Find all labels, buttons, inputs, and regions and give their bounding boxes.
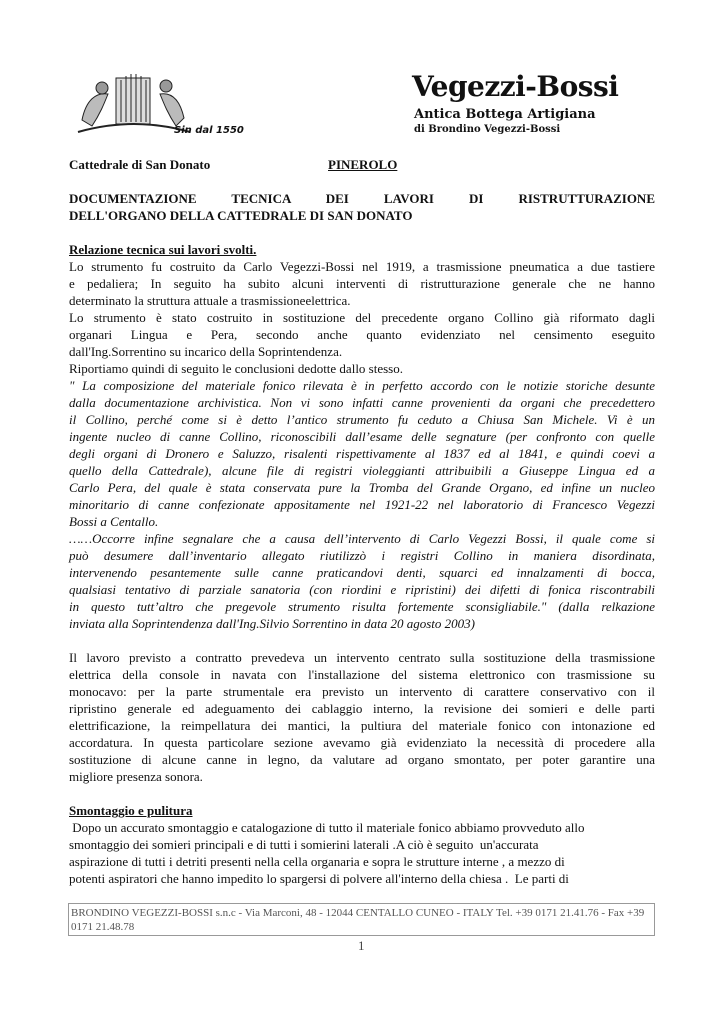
- paragraph-line: Lo strumento è stato costruito in sostituzione del precedente organo Collino già riformato dagli: [69, 310, 655, 325]
- document-title-line-2: DELL'ORGANO DELLA CATTEDRALE DI SAN DONATO: [69, 208, 413, 223]
- footer-address: BRONDINO VEGEZZI-BOSSI s.n.c - Via Marconi, 48 - 12044 CENTALLO CUNEO - ITALY Tel. +39 0171 21.41.76 - Fax +39 0171 21.48.78: [71, 907, 645, 933]
- paragraph-line: accordatura. In questa particolare sezione avevamo già evidenziato la necessità di procedere alla: [69, 735, 655, 750]
- paragraph-line: elettrificazione, la reimpellatura dei mantici, la pultiura del materiale fonico con intonazione ed: [69, 718, 655, 733]
- paragraph-line: determinato la struttura attuale a trasmissioneelettrica.: [69, 293, 351, 308]
- paragraph-line: elettrica della console in navata con l'installazione del sistema elettronico con trasmissione su: [69, 667, 655, 682]
- paragraph-line: monocavo: per la parte strumentale era previsto un intervento di carattere conservativo con il: [69, 684, 655, 699]
- quote-line: può desumere dall’inventario allegato riutilizzò i registri Collino in maniera disordinata,: [69, 548, 655, 563]
- quote-line: qualsiasi tentativo di parziale sanatoria (con riordini e ripristini) dei difetti di fonica riscontrabili: [69, 582, 655, 597]
- quote-line: quello della Cattedrale), alcune file di registri violeggianti attribuibili a Giuseppe Lingua ed a: [69, 463, 655, 478]
- quote-line: in questo tutt’altro che pregevole strumento risulta fortemente sconsigliabile." (dalla relkazione: [69, 599, 655, 614]
- section-heading-smontaggio: Smontaggio e pulitura: [69, 803, 193, 818]
- brand-owner: di Brondino Vegezzi-Bossi: [414, 124, 561, 135]
- since-tagline: Sin dal 1550: [174, 125, 244, 136]
- paragraph-line: Riportiamo quindi di seguito le conclusioni dedotte dallo stesso.: [69, 361, 403, 376]
- city-name: PINEROLO: [328, 157, 398, 172]
- paragraph-line: aspirazione di tutti i detriti presenti nella cella organaria e sopra le strutture interne , a mezzo di: [69, 854, 565, 869]
- paragraph-line: dall'Ing.Sorrentino su incarico della Soprintendenza.: [69, 344, 343, 359]
- paragraph-line: Il lavoro previsto a contratto prevedeva un intervento centrato sulla sostituzione della trasmissione: [69, 650, 655, 665]
- paragraph-line: potenti aspiratori che hanno impedito lo spargersi di polvere all'interno della chiesa . Le parti di: [69, 871, 569, 886]
- brand-subtitle: Antica Bottega Artigiana: [414, 107, 596, 122]
- paragraph-line: Lo strumento fu costruito da Carlo Vegezzi-Bossi nel 1919, a trasmissione pneumatica a due tastiere: [69, 259, 655, 274]
- quote-line: intervenendo pesantemente sulle canne praticandovi denti, squarci ed innalzamenti di bocca,: [69, 565, 655, 580]
- quote-line: ingente nucleo di canne Collino, riconoscibili dall’esame delle segnature (per confronto con quelle: [69, 429, 655, 444]
- paragraph-line: ripristino generale ed adeguamento dei cablaggio interno, la revisione dei somieri e delle parti: [69, 701, 655, 716]
- quote-line: Carlo Pera, del quale è stata conservata pure la Tromba del Grande Organo, ed infine un nucleo: [69, 480, 655, 495]
- quote-line: minoritario di canne confezionate appositamente nel 1921-22 nel laboratorio di Francesco Vegezzi: [69, 497, 655, 512]
- paragraph-line: organari Lingua e Pera, secondo anche quanto evidenziato nel censimento eseguito: [69, 327, 655, 342]
- church-name: Cattedrale di San Donato: [69, 157, 211, 172]
- page-number: 1: [358, 938, 365, 953]
- brand-name: Vegezzi-Bossi: [412, 70, 619, 103]
- quote-line: dalla documentazione archivistica. Non vi sono infatti canne provenienti da organi che precedettero: [69, 395, 655, 410]
- quote-line: Bossi a Centallo.: [69, 514, 159, 529]
- paragraph-line: e pedaliera; In seguito ha subito alcuni interventi di ristrutturazione generale che ne hanno: [69, 276, 655, 291]
- paragraph-line: sostituzione di alcune canne in legno, da valutare ad organo smontato, per poter garantire una: [69, 752, 655, 767]
- section-heading-relazione: Relazione tecnica sui lavori svolti.: [69, 242, 257, 257]
- paragraph-line: migliore presenza sonora.: [69, 769, 203, 784]
- document-title-line-1: DOCUMENTAZIONE TECNICA DEI LAVORI DI RISTRUTTURAZIONE: [69, 191, 655, 206]
- quote-line: degli organi di Dronero e Saluzzo, risalenti rispettivamente al 1837 ed al 1841, e quindi coevi a: [69, 446, 655, 461]
- quote-line: inviata alla Soprintendenza dall'Ing.Silvio Sorrentino in data 20 agosto 2003): [69, 616, 476, 631]
- paragraph-line: Dopo un accurato smontaggio e catalogazione di tutto il materiale fonico abbiamo provveduto allo: [69, 820, 585, 835]
- quote-line: ……Occorre infine segnalare che a causa dell’intervento di Carlo Vegezzi Bossi, il quale come si: [69, 531, 655, 546]
- quote-line: il Collino, perché come si è detto l’antico strumento fu ceduto a Chiusa San Michele. Vi è un: [69, 412, 655, 427]
- quote-line: " La composizione del materiale fonico rilevata è in perfetto accordo con le notizie storiche desunte: [69, 378, 655, 393]
- paragraph-line: smontaggio dei somieri principali e di tutti i somierini laterali .A ciò è seguito un'accurata: [69, 837, 539, 852]
